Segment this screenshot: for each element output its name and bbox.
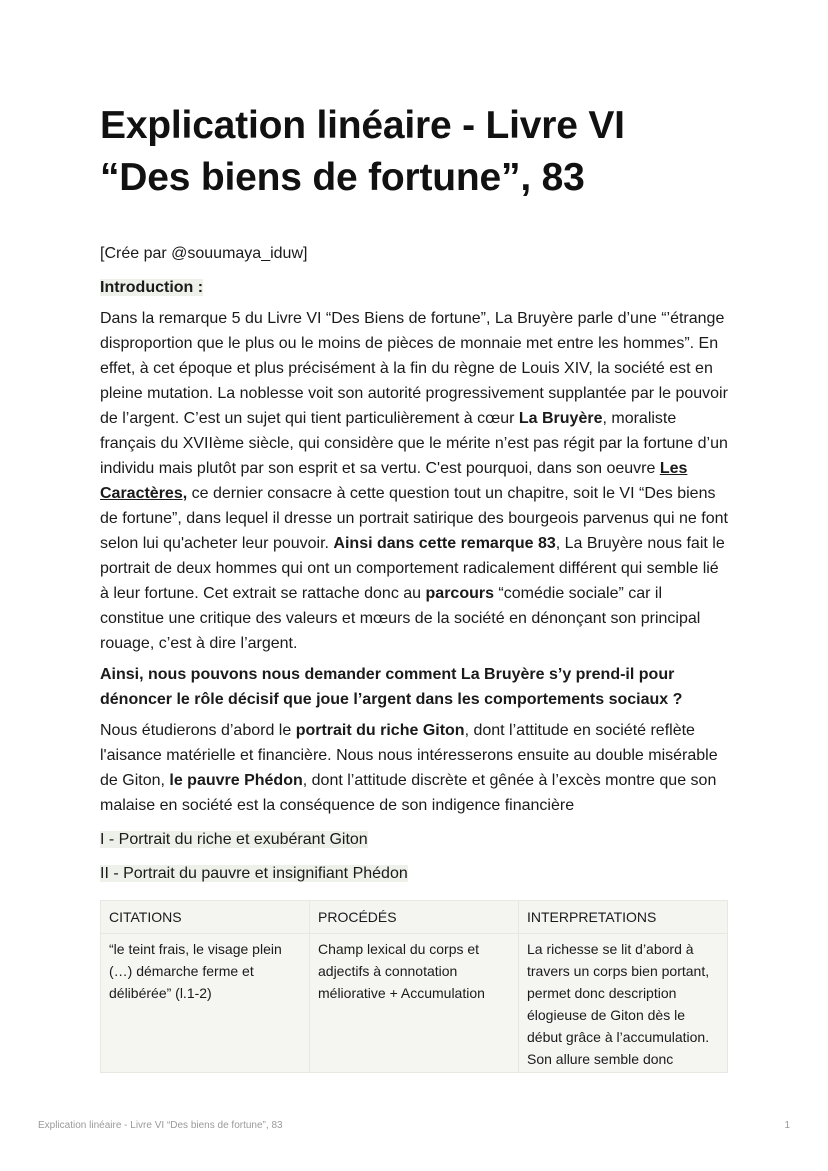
announce-text: Nous étudierons d’abord le bbox=[100, 722, 296, 739]
problematique: Ainsi, nous pouvons nous demander comment La Bruyère s’y prend-il pour dénoncer le rôle décisif que joue l’argent dans les comportements sociaux ? bbox=[100, 666, 683, 708]
page-title bbox=[100, 100, 728, 204]
intro-bold-parcours: parcours bbox=[425, 585, 494, 602]
page-footer bbox=[38, 1120, 790, 1131]
document-page bbox=[100, 100, 728, 1073]
table-row bbox=[101, 934, 728, 1073]
introduction-label-text: Introduction : bbox=[100, 279, 204, 296]
intro-bold-author: La Bruyère bbox=[518, 410, 603, 427]
column-header-interpretations: INTERPRETATIONS bbox=[519, 901, 728, 934]
plan-part-2 bbox=[100, 862, 728, 886]
intro-text: “comédie sociale” car il constitue une critique des valeurs et mœurs de la société en dénonçant son principal rouage, c’est à dire l’argent. bbox=[100, 585, 701, 652]
section-label-introduction bbox=[100, 276, 728, 300]
column-header-procedes: PROCÉDÉS bbox=[310, 901, 519, 934]
table-cell-procede: Champ lexical du corps et adjectifs à connotation méliorative + Accumulation bbox=[310, 934, 519, 1073]
analysis-table bbox=[100, 900, 728, 1073]
announcement-paragraph bbox=[100, 718, 728, 818]
footer-page-number: 1 bbox=[784, 1120, 790, 1131]
introduction-paragraph bbox=[100, 306, 728, 656]
plan-part-2-text: II - Portrait du pauvre et insignifiant Phédon bbox=[100, 865, 408, 882]
column-header-citations: CITATIONS bbox=[101, 901, 310, 934]
announce-bold-giton: portrait du riche Giton bbox=[295, 722, 465, 739]
intro-bold-remark: Ainsi dans cette remarque 83 bbox=[333, 535, 556, 552]
intro-text: , La Bruyère nous fait le portrait de deux hommes qui ont un comportement radicalement différent qui semble lié à leur fortune. Cet extrait se rattache donc au bbox=[100, 535, 725, 602]
intro-text: ce dernier consacre à cette question tout un chapitre, soit le VI “Des biens de fortune”, dans lequel il dresse un portrait satirique des bourgeois parvenus qui ne font selon lui qu'acheter leur pouvoir. bbox=[100, 485, 728, 552]
table-header-row bbox=[101, 901, 728, 934]
plan-part-1-text: I - Portrait du riche et exubérant Giton bbox=[100, 831, 368, 848]
intro-text: , moraliste français du XVIIème siècle, qui considère que le mérite n’est pas régit par la fortune d’un individu mais plutôt par son esprit et sa vertu. C'est pourquoi, dans son oeuvre bbox=[100, 410, 728, 477]
table-cell-interpretation: La richesse se lit d’abord à travers un corps bien portant, permet donc description élogieuse de Giton dès le début grâce à l’accumulation. Son allure semble donc bbox=[519, 934, 728, 1073]
title-line-2: “Des biens de fortune”, 83 bbox=[100, 156, 585, 199]
author-credit: [Crée par @souumaya_iduw] bbox=[100, 245, 308, 262]
announce-text: , dont l’attitude discrète et gênée à l’excès montre que son malaise en société est la conséquence de son indigence financière bbox=[100, 772, 717, 814]
intro-book-title: Les Caractères, bbox=[100, 460, 688, 502]
plan-part-1 bbox=[100, 828, 728, 852]
footer-document-title: Explication linéaire - Livre VI “Des biens de fortune”, 83 bbox=[38, 1120, 283, 1131]
title-line-1: Explication linéaire - Livre VI bbox=[100, 104, 625, 147]
announce-bold-phedon: le pauvre Phédon bbox=[169, 772, 303, 789]
announce-text: , dont l’attitude en société reflète l'aisance matérielle et financière. Nous nous intéresserons ensuite au double misérable de Giton, bbox=[100, 722, 718, 789]
table-cell-citation: “le teint frais, le visage plein (…) démarche ferme et délibérée” (l.1-2) bbox=[101, 934, 310, 1073]
intro-text: Dans la remarque 5 du Livre VI “Des Biens de fortune”, La Bruyère parle d’une “’étrange disproportion que le plus ou le moins de pièces de monnaie met entre les hommes”. En effet, à cet époque et plus précisément à la fin du règne de Louis XIV, la société est en pleine mutation. La noblesse voit son autorité progressivement supplantée par le pouvoir de l’argent. C’est un sujet qui tient particulièrement à cœur bbox=[100, 310, 728, 427]
